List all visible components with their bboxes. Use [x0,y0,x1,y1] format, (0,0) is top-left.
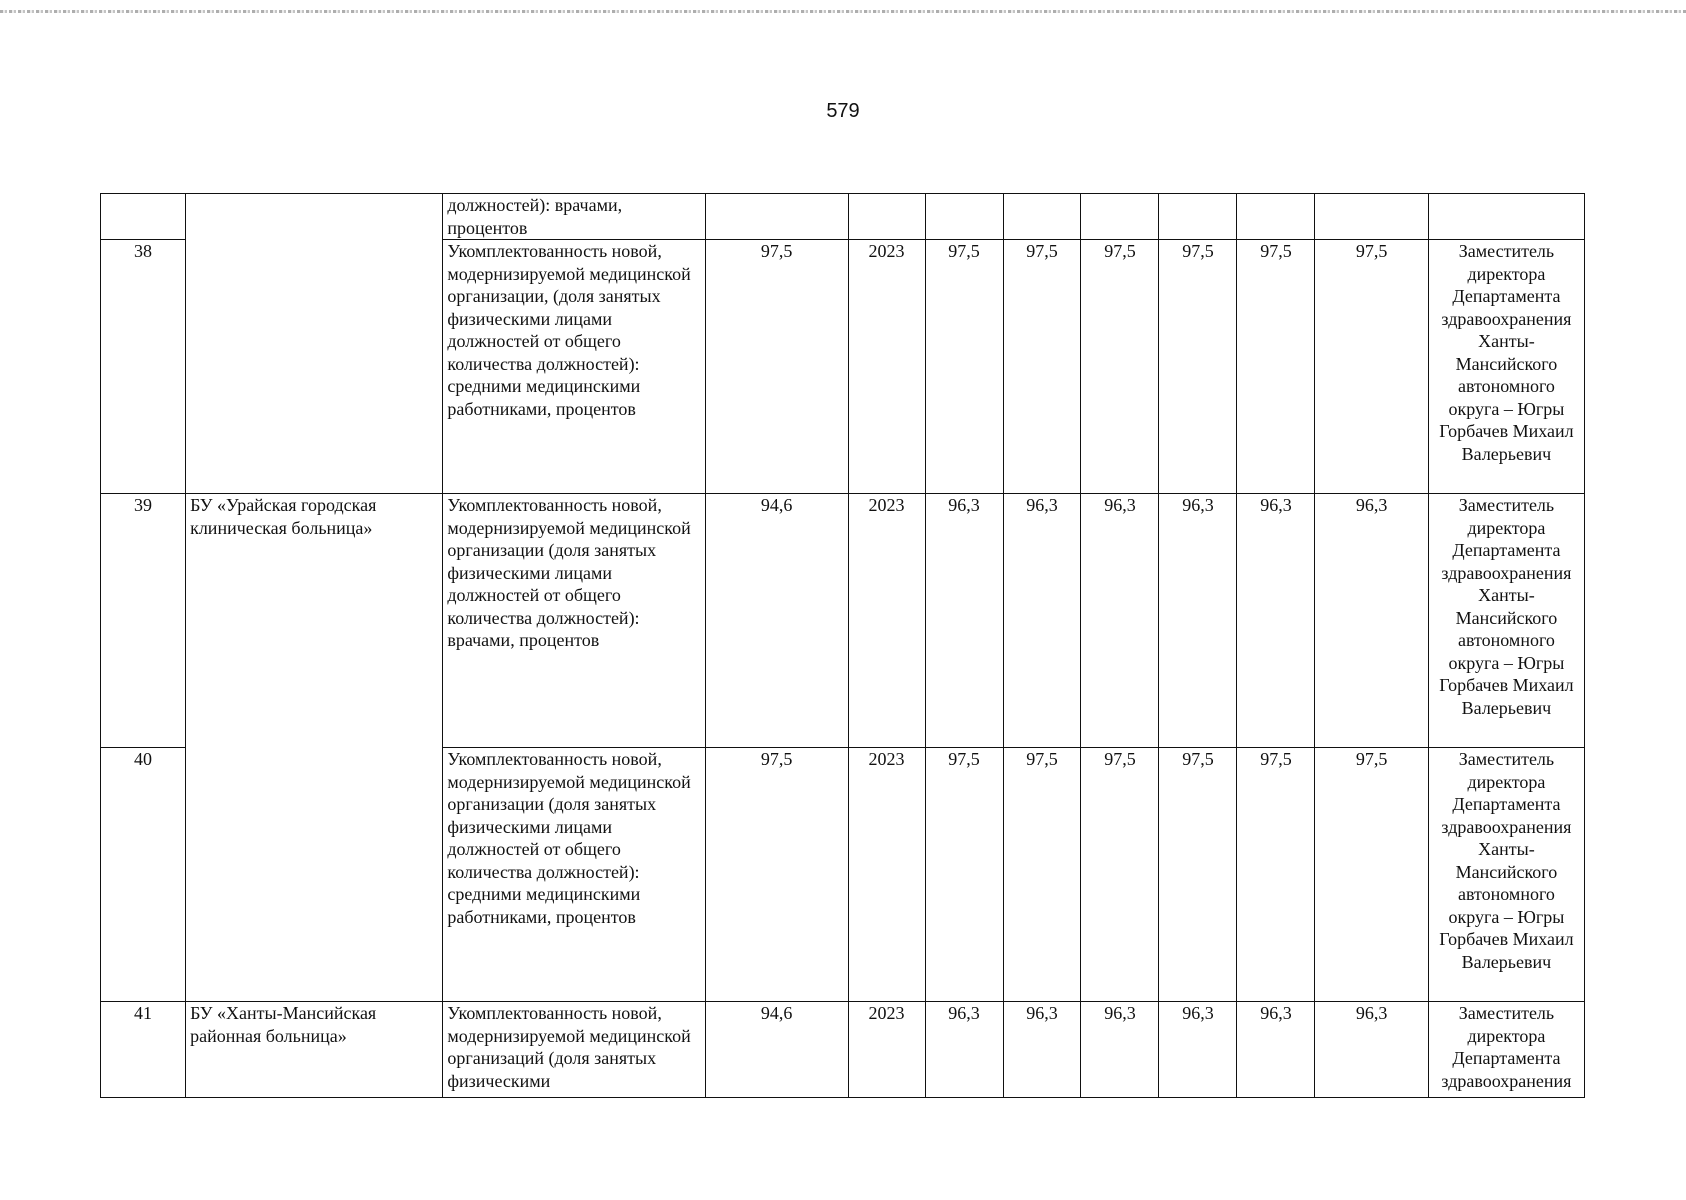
indicator-cell: Укомплектованность новой, модернизируемой медицинской организации (доля занятых физическими лицами должностей от общего количества должностей): врачами, процентов [443,494,705,748]
row-number: 40 [101,748,186,1002]
value-cell: 96,3 [1237,1002,1315,1098]
value-cell [1003,194,1081,240]
value-cell: 97,5 [1081,748,1159,1002]
responsible-cell: Заместитель директора Департамента здравоохранения Ханты-Мансийского автономного округа – Югры Горбачев Михаил Валерьевич [1428,494,1584,748]
value-cell: 96,3 [1315,494,1428,748]
base-year-cell [848,194,925,240]
organization-cell: БУ «Ханты-Мансийская районная больница» [186,1002,443,1098]
responsible-cell: Заместитель директора Департамента здравоохранения Ханты-Мансийского автономного округа – Югры Горбачев Михаил Валерьевич [1428,748,1584,1002]
base-value-cell: 97,5 [705,240,848,494]
base-value-cell: 97,5 [705,748,848,1002]
base-value-cell: 94,6 [705,1002,848,1098]
value-cell: 97,5 [1081,240,1159,494]
value-cell: 97,5 [1159,240,1237,494]
indicator-cell: должностей): врачами, процентов [443,194,705,240]
value-cell: 97,5 [1315,748,1428,1002]
value-cell: 97,5 [1003,748,1081,1002]
organization-cell [186,194,443,494]
base-year-cell: 2023 [848,748,925,1002]
value-cell: 97,5 [925,240,1003,494]
row-number [101,194,186,240]
responsible-cell: Заместитель директора Департамента здравоохранения Ханты-Мансийского автономного округа – Югры Горбачев Михаил Валерьевич [1428,240,1584,494]
value-cell: 97,5 [1003,240,1081,494]
value-cell: 96,3 [1159,1002,1237,1098]
table-row [101,194,1585,240]
value-cell: 96,3 [925,494,1003,748]
value-cell: 96,3 [1003,1002,1081,1098]
value-cell: 96,3 [1237,494,1315,748]
value-cell [1081,194,1159,240]
base-value-cell: 94,6 [705,494,848,748]
responsible-cell [1428,194,1584,240]
indicator-cell: Укомплектованность новой, модернизируемой медицинской организаций (доля занятых физическими [443,1002,705,1098]
base-year-cell: 2023 [848,1002,925,1098]
indicator-cell: Укомплектованность новой, модернизируемой медицинской организации (доля занятых физическими лицами должностей от общего количества должностей): средними медицинскими работниками, процентов [443,748,705,1002]
scan-artifact-line [0,10,1686,13]
row-number: 41 [101,1002,186,1098]
page-number: 579 [826,100,860,122]
value-cell [925,194,1003,240]
responsible-cell: Заместитель директора Департамента здравоохранения [1428,1002,1584,1098]
value-cell [1159,194,1237,240]
organization-cell: БУ «Урайская городская клиническая больница» [186,494,443,1002]
table-row [101,494,1585,748]
value-cell: 97,5 [925,748,1003,1002]
value-cell: 96,3 [1315,1002,1428,1098]
value-cell: 96,3 [1081,1002,1159,1098]
value-cell [1237,194,1315,240]
value-cell: 96,3 [1081,494,1159,748]
value-cell: 96,3 [925,1002,1003,1098]
indicator-cell: Укомплектованность новой, модернизируемой медицинской организации, (доля занятых физическими лицами должностей от общего количества должностей): средними медицинскими работниками, процентов [443,240,705,494]
table-row [101,1002,1585,1098]
base-value-cell [705,194,848,240]
row-number: 38 [101,240,186,494]
value-cell: 97,5 [1237,748,1315,1002]
row-number: 39 [101,494,186,748]
value-cell: 96,3 [1003,494,1081,748]
value-cell: 96,3 [1159,494,1237,748]
value-cell: 97,5 [1315,240,1428,494]
value-cell: 97,5 [1159,748,1237,1002]
value-cell: 97,5 [1237,240,1315,494]
base-year-cell: 2023 [848,494,925,748]
value-cell [1315,194,1428,240]
base-year-cell: 2023 [848,240,925,494]
indicators-table [100,193,1585,1098]
